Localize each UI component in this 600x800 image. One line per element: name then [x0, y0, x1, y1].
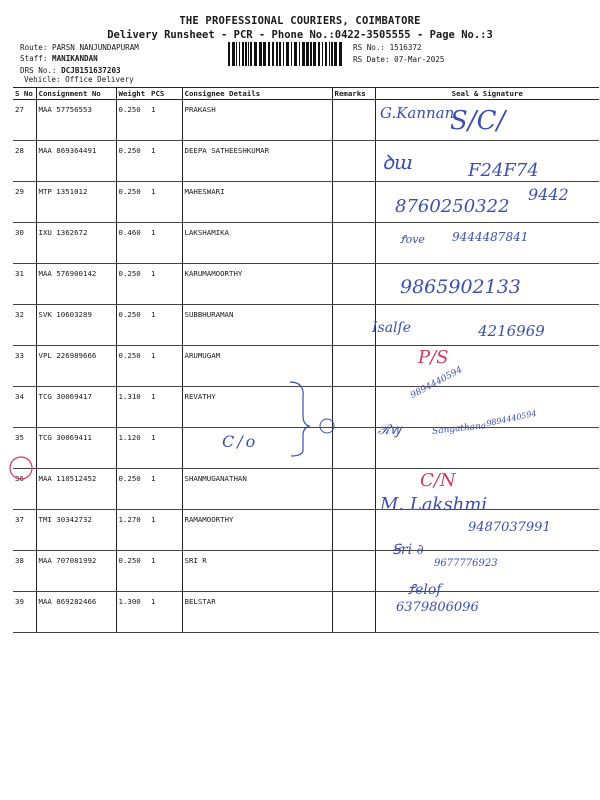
cell-pcs: 1	[149, 387, 182, 428]
cell-sno: 31	[13, 264, 36, 305]
barcode-bar	[236, 42, 237, 66]
barcode-bar	[306, 42, 309, 66]
cell-consignment: IXU 1362672	[36, 223, 116, 264]
cell-sno: 30	[13, 223, 36, 264]
sig-31-phone: 9865902133	[400, 276, 521, 298]
drs-label: DRS No.:	[20, 66, 57, 75]
cell-consignee: MAHESWARI	[182, 182, 332, 223]
cell-consignee: RAMAMOORTHY	[182, 510, 332, 551]
cell-remarks	[332, 264, 375, 305]
cell-pcs: 1	[149, 510, 182, 551]
barcode-bar	[268, 42, 270, 66]
header-signature: Seal & Signature	[375, 88, 599, 100]
cell-consignee: KARUMAMOORTHY	[182, 264, 332, 305]
staff-line	[20, 54, 98, 63]
route-value: PARSN NANJUNDAPURAM	[52, 43, 139, 52]
cell-sno: 35	[13, 428, 36, 469]
sig-30-phone: 9444487841	[452, 230, 529, 244]
barcode-bar	[250, 42, 252, 66]
cell-consignee: SHANMUGANATHAN	[182, 469, 332, 510]
barcode-bar	[322, 42, 323, 66]
cell-pcs: 1	[149, 346, 182, 387]
cell-consignee: SUBBHURAMAN	[182, 305, 332, 346]
header-pcs: PCS	[149, 88, 182, 100]
cell-pcs: 1	[149, 428, 182, 469]
route-label: Route:	[20, 43, 48, 52]
barcode-bar	[276, 42, 278, 66]
cell-pcs: 1	[149, 551, 182, 592]
rs-no-value: 1516372	[389, 43, 422, 52]
sig-27-mark: S/C/	[450, 106, 506, 136]
cell-weight: 0.250	[116, 100, 149, 141]
cell-weight: 0.250	[116, 305, 149, 346]
cell-consignment: SVK 10603289	[36, 305, 116, 346]
vehicle-label: Vehicle:	[24, 75, 61, 84]
header-consignment: Consignment No	[36, 88, 116, 100]
rs-date-label: RS Date:	[353, 55, 390, 64]
rs-no-line	[353, 43, 422, 52]
barcode-bar	[294, 42, 297, 66]
barcode-bar	[232, 42, 235, 66]
drs-value: DCJB151637203	[61, 66, 121, 75]
cell-consignment: MAA 576900142	[36, 264, 116, 305]
sig-30-scribble: Ꝭove	[400, 233, 425, 246]
sig-32-scribble: Isalſe	[372, 320, 412, 336]
cell-consignment: MAA 57756553	[36, 100, 116, 141]
vehicle-value: Office Delivery	[65, 75, 134, 84]
sig-27-name: G.Kannan	[380, 104, 455, 122]
cell-consignee: BELSTAR	[182, 592, 332, 633]
cell-weight: 1.270	[116, 510, 149, 551]
sig-37-mark: C/N	[420, 470, 456, 491]
barcode-bar	[279, 42, 281, 66]
barcode-bar	[313, 42, 316, 66]
cell-consignee: DEEPA SATHEESHKUMAR	[182, 141, 332, 182]
cell-sno: 27	[13, 100, 36, 141]
cell-pcs: 1	[149, 592, 182, 633]
barcode-bar	[310, 42, 312, 66]
table-row	[13, 551, 599, 592]
sig-37-phone: 9487037991	[468, 520, 551, 535]
sig-35-phone: 9894440594	[485, 408, 538, 429]
cell-sno: 32	[13, 305, 36, 346]
cell-consignment: MAA 869282466	[36, 592, 116, 633]
barcode-bar	[283, 42, 284, 66]
barcode-bar	[259, 42, 262, 66]
sig-34-phone: 9894440594	[409, 365, 465, 401]
barcode-bar	[325, 42, 327, 66]
barcode-bar	[263, 42, 266, 66]
bracket-mark	[285, 378, 345, 458]
cell-sno: 34	[13, 387, 36, 428]
cell-remarks	[332, 100, 375, 141]
cell-weight: 1.300	[116, 592, 149, 633]
cell-pcs: 1	[149, 100, 182, 141]
cell-sno: 37	[13, 510, 36, 551]
drs-line	[20, 66, 121, 75]
sig-29-extra: 9442	[528, 185, 569, 204]
sig-34-mark: P/S	[418, 347, 449, 368]
barcode-bar	[331, 42, 333, 66]
runsheet-title: Delivery Runsheet - PCR - Phone No.:0422-3505555 - Page No.:3	[107, 29, 493, 41]
table-row	[13, 469, 599, 510]
barcode-bar	[242, 42, 244, 66]
rs-date-line	[353, 55, 444, 64]
barcode-bar	[334, 42, 337, 66]
cell-sno: 33	[13, 346, 36, 387]
staff-value: MANIKANDAN	[52, 54, 98, 63]
barcode-bar	[291, 42, 292, 66]
cell-weight: 0.460	[116, 223, 149, 264]
cell-pcs: 1	[149, 182, 182, 223]
cell-consignee: ARUMUGAM	[182, 346, 332, 387]
cell-remarks	[332, 141, 375, 182]
cell-consignment: MAA 869364491	[36, 141, 116, 182]
cell-weight: 1.310	[116, 387, 149, 428]
row-36-circle-mark	[8, 455, 34, 481]
table-row	[13, 592, 599, 633]
table-row	[13, 182, 599, 223]
cell-sno: 36	[13, 469, 36, 510]
cell-weight: 1.120	[116, 428, 149, 469]
barcode-bar	[299, 42, 300, 66]
sig-32-phone: 4216969	[478, 322, 545, 340]
cell-consignment: MAA 707081992	[36, 551, 116, 592]
sig-28-code: F24F74	[468, 160, 539, 181]
cell-remarks	[332, 305, 375, 346]
sig-38-scribble: Ꞩri ∂	[392, 542, 424, 558]
sig-39-phone: 6379806096	[396, 600, 479, 615]
barcode-bar	[228, 42, 230, 66]
header-weight: Weight	[116, 88, 149, 100]
sig-35-name: Sangathana	[431, 421, 487, 437]
barcode-bar	[329, 42, 330, 66]
cell-remarks	[332, 223, 375, 264]
route-line	[20, 43, 139, 52]
barcode-bar	[272, 42, 274, 66]
cell-sno: 38	[13, 551, 36, 592]
rs-no-label: RS No.:	[353, 43, 386, 52]
cell-consignment: VPL 226989666	[36, 346, 116, 387]
cell-remarks	[332, 510, 375, 551]
rs-date-value: 07-Mar-2025	[394, 55, 445, 64]
barcode-bar	[245, 42, 247, 66]
company-title: THE PROFESSIONAL COURIERS, COIMBATORE	[179, 15, 421, 27]
cell-weight: 0.250	[116, 346, 149, 387]
cell-consignment: TCG 30069417	[36, 387, 116, 428]
barcode-bar	[286, 42, 289, 66]
barcode-bar	[239, 42, 240, 66]
cell-consignment: TMI 30342732	[36, 510, 116, 551]
cell-pcs: 1	[149, 264, 182, 305]
cell-consignment: MAA 110512452	[36, 469, 116, 510]
cell-consignee: REVATHY	[182, 387, 332, 428]
cell-consignee: PRAKASH	[182, 100, 332, 141]
cell-weight: 0.250	[116, 182, 149, 223]
cell-weight: 0.250	[116, 141, 149, 182]
cell-sno: 28	[13, 141, 36, 182]
cell-consignment: MTP 1351012	[36, 182, 116, 223]
barcode-bar	[248, 42, 249, 66]
cell-weight: 0.250	[116, 469, 149, 510]
cell-weight: 0.250	[116, 551, 149, 592]
cell-remarks	[332, 592, 375, 633]
cell-signature	[375, 428, 599, 469]
sig-37-name: M. Lakshmi	[380, 494, 488, 515]
cell-pcs: 1	[149, 141, 182, 182]
sig-39-scribble: Ꝭelof	[408, 582, 442, 598]
cell-consignee: LAKSHAMIKA	[182, 223, 332, 264]
cno-note: C/o	[222, 432, 259, 451]
cell-pcs: 1	[149, 305, 182, 346]
cell-sno: 39	[13, 592, 36, 633]
header-sno: S No	[13, 88, 36, 100]
table-row	[13, 100, 599, 141]
cell-remarks	[332, 551, 375, 592]
cell-pcs: 1	[149, 223, 182, 264]
cell-consignment: TCG 30069411	[36, 428, 116, 469]
header-remarks: Remarks	[332, 88, 375, 100]
cell-consignee: SRI R	[182, 551, 332, 592]
vehicle-line	[24, 75, 134, 84]
sig-38-phone: 9677776923	[434, 558, 498, 569]
cell-signature	[375, 346, 599, 387]
table-header-row	[13, 88, 599, 100]
barcode-bar	[254, 42, 257, 66]
sig-28-scribble: ꝺɯ	[382, 150, 413, 174]
barcode-bar	[318, 42, 320, 66]
header-consignee: Consignee Details	[182, 88, 332, 100]
cell-remarks	[332, 182, 375, 223]
cell-remarks	[332, 469, 375, 510]
staff-label: Staff:	[20, 54, 48, 63]
cell-pcs: 1	[149, 469, 182, 510]
cell-weight: 0.250	[116, 264, 149, 305]
cell-sno: 29	[13, 182, 36, 223]
barcode-bar	[339, 42, 342, 66]
drs-barcode	[228, 42, 342, 66]
sig-35-scribble: ℛꝡ	[378, 422, 402, 438]
sig-29-phone: 8760250322	[395, 196, 510, 217]
barcode-bar	[302, 42, 305, 66]
